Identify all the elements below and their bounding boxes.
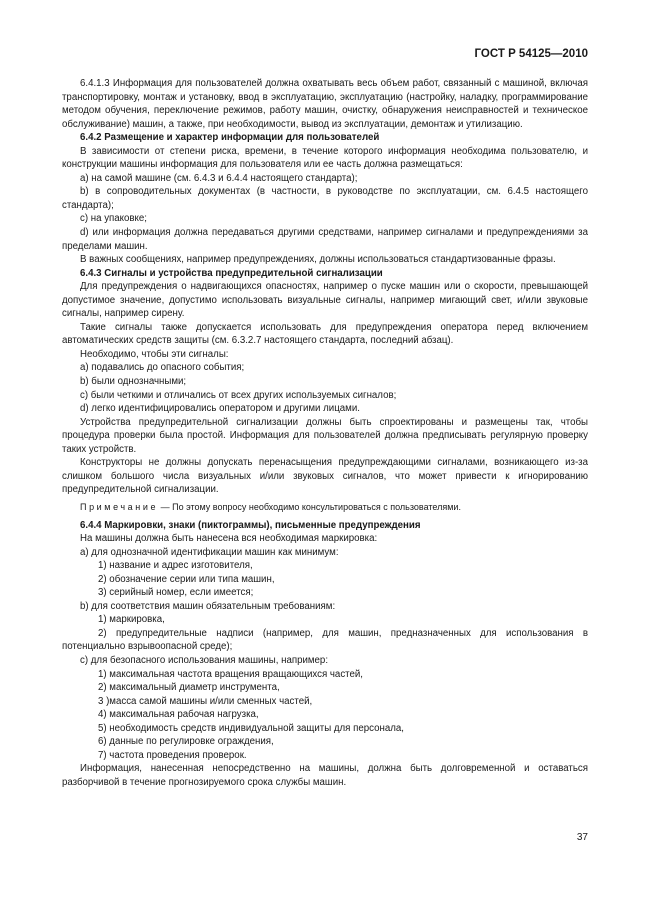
paragraph-signals-requirements: Необходимо, чтобы эти сигналы:	[80, 348, 229, 360]
paragraph-6-4-1-3: 6.4.1.3 Информация для пользователей должна охватывать весь объем работ, связанный с машиной, включая транспортировку, монтаж и установку, ввод в эксплуатацию, эксплуатацию (настройку, наладку, программирование методом обучения, переключение режимов, работу машин, очистку, обнаружения неисправностей и техническое обслуживание) машин, а также, при необходимости, вывод из эксплуатации, демонтаж и утилизацию.	[62, 78, 588, 130]
list-item: 2) максимальный диаметр инструмента,	[98, 682, 280, 694]
note-label: Примечание	[80, 501, 159, 512]
list-heading-b: b) для соответствия машин обязательным требованиям:	[80, 600, 336, 612]
list-item: d) легко идентифицировались оператором и другими лицами.	[80, 403, 360, 415]
list-item: 1) маркировка,	[98, 614, 165, 626]
list-item: 1) название и адрес изготовителя,	[98, 560, 253, 572]
document-body	[62, 77, 588, 789]
paragraph-standard-phrases: В важных сообщениях, например предупреждениях, должны использоваться стандартизованные фразы.	[80, 254, 556, 266]
list-item: 2) предупредительные надписи (например, для машин, предназначенных для использования в потенциально взрывоопасной среде);	[62, 627, 588, 653]
paragraph-marking-intro: На машины должна быть нанесена вся необходимая маркировка:	[80, 533, 378, 545]
paragraph-oversaturation: Конструкторы не должны допускать перенасыщения предупреждающими сигналами, возникающего из-за слишком большого числа визуальных и/или звуковых сигналов, что может привести к игнорированию предупредительной сигнализации.	[62, 457, 588, 496]
note-text: — По этому вопросу необходимо консультироваться с пользователями.	[158, 501, 461, 512]
section-heading-6-4-4: 6.4.4 Маркировки, знаки (пиктограммы), письменные предупреждения	[80, 519, 421, 531]
list-item: b) в сопроводительных документах (в частности, в руководстве по эксплуатации, см. 6.4.5 настоящего стандарта);	[62, 186, 588, 211]
section-heading-6-4-3: 6.4.3 Сигналы и устройства предупредительной сигнализации	[80, 267, 383, 279]
section-heading-6-4-2: 6.4.2 Размещение и характер информации для пользователей	[80, 132, 380, 144]
list-heading-c: с) для безопасного использования машины, например:	[80, 654, 329, 666]
list-item: 7) частота проведения проверок.	[98, 749, 247, 761]
page-number: 37	[576, 832, 588, 843]
list-heading-a: а) для однозначной идентификации машин как минимум:	[80, 546, 339, 558]
list-item: а) подавались до опасного события;	[80, 362, 245, 374]
paragraph-durability: Информация, нанесенная непосредственно на машины, должна быть долговременной и оставаться разборчивой в течение прогнозируемого срока службы машин.	[62, 763, 588, 788]
list-item: с) были четкими и отличались от всех других используемых сигналов;	[80, 389, 397, 401]
list-item: с) на упаковке;	[80, 213, 147, 225]
list-item: b) были однозначными;	[80, 376, 187, 388]
note	[62, 501, 588, 515]
paragraph-signals-usage: Такие сигналы также допускается использовать для предупреждения оператора перед включением автоматических средств защиты (см. 6.3.2.7 настоящего стандарта, последний абзац).	[62, 321, 588, 347]
list-item: 5) необходимость средств индивидуальной защиты для персонала,	[98, 722, 404, 734]
list-item: 6) данные по регулировке ограждения,	[98, 736, 274, 748]
list-item: а) на самой машине (см. 6.4.3 и 6.4.4 настоящего стандарта);	[80, 172, 358, 184]
standard-header: ГОСТ Р 54125—2010	[474, 48, 588, 60]
list-item: 4) максимальная рабочая нагрузка,	[98, 709, 259, 721]
paragraph-placement-intro: В зависимости от степени риска, времени, в течение которого информация необходима пользователю, и конструкции машины информация для пользователя или ее часть должна размещаться:	[62, 145, 588, 171]
list-item: 3) серийный номер, если имеется;	[98, 587, 254, 599]
list-item: d) или информация должна передаваться другими средствами, например сигналами и предупреждениями за пределами машин.	[62, 227, 588, 252]
list-item: 2) обозначение серии или типа машин,	[98, 573, 275, 585]
list-item: 1) максимальная частота вращения вращающихся частей,	[98, 668, 363, 680]
paragraph-device-design: Устройства предупредительной сигнализации должны быть спроектированы и размещены так, чтобы процедура проверки была простой. Информация для пользователей должна предписывать регулярную проверку таких устройств.	[62, 416, 588, 455]
list-item: 3 )масса самой машины и/или сменных частей,	[98, 695, 313, 707]
paragraph-warning-signals: Для предупреждения о надвигающихся опасностях, например о пуске машин или о скорости, превышающей допустимое значение, допустимо использовать визуальные сигналы, например мигающий свет, и/или звуковые сигналы, например сирену.	[62, 281, 588, 320]
